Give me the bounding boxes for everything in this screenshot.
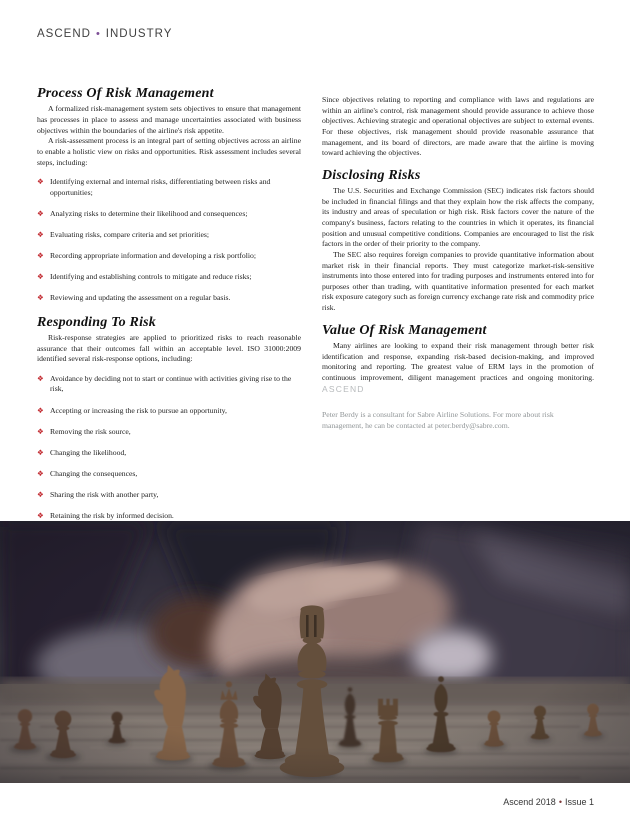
list-item — [37, 251, 301, 262]
list-item-text: Retaining the risk by informed decision. — [50, 511, 174, 521]
folio-dot-separator: • — [558, 797, 562, 807]
list-item-text: Identifying external and internal risks, differentiating between risks and opportunities; — [50, 177, 271, 197]
list-item-text: Changing the consequences, — [50, 468, 138, 478]
paragraph-text: Many airlines are looking to expand their risk management through better risk identification and response, expanding risk-based decision-making, and improved monitoring and reporting. The greatest value of ERM lays in the promotion of continuous improvement, diligent management practices and ongoing monitoring. — [322, 341, 594, 382]
diamond-bullet-icon: ❖ — [37, 293, 44, 303]
diamond-bullet-icon: ❖ — [37, 405, 44, 415]
diamond-bullet-icon: ❖ — [37, 177, 44, 187]
paragraph: A risk-assessment process is an integral part of setting objectives across an airline to enable a holistic view on risks and opportunities. Risk assessment includes several steps, including: — [37, 136, 301, 167]
diamond-bullet-icon: ❖ — [37, 373, 44, 383]
list-item — [37, 448, 301, 459]
paragraph: The U.S. Securities and Exchange Commission (SEC) indicates risk factors should be included in financial filings and that they explain how the risk affects the company, its industry and areas of speculation or high risk. Risk factors cover the nature of the company's business, factors relating to the countries in which it operates, its financial position and unusual competitive conditions. Companies are encouraged to list the risk factors in the order of their priority to the company. — [322, 186, 594, 249]
list-item-text: Analyzing risks to determine their likelihood and consequences; — [50, 208, 248, 218]
section-name: INDUSTRY — [105, 28, 173, 40]
heading-disclosing-risks: Disclosing Risks — [322, 167, 421, 183]
list-item-text: Recording appropriate information and developing a risk portfolio; — [50, 251, 257, 261]
heading-responding-to-risk: Responding To Risk — [37, 314, 157, 330]
left-column — [37, 86, 301, 532]
folio-issue-year: Ascend 2018 — [503, 797, 556, 807]
brand-name: ASCEND — [37, 28, 91, 40]
paragraph: A formalized risk-management system sets objectives to ensure that management has processes in place to assess and manage uncertainties associated with business objectives within the boundaries of the airline's risk appetite. — [37, 104, 301, 135]
chess-photo — [0, 521, 630, 783]
list-item — [37, 427, 301, 438]
author-byline: Peter Berdy is a consultant for Sabre Airline Solutions. For more about risk management, he can be contacted at peter.berdy@sabre.com. — [322, 410, 554, 430]
list-item — [37, 272, 301, 283]
diamond-bullet-icon: ❖ — [37, 490, 44, 500]
vignette-overlay — [0, 521, 630, 783]
list-item — [37, 230, 301, 241]
list-item-text: Avoidance by deciding not to start or continue with activities giving rise to the risk, — [50, 373, 292, 394]
page-folio — [503, 797, 594, 807]
diamond-bullet-icon: ❖ — [37, 251, 44, 261]
diamond-bullet-icon: ❖ — [37, 511, 44, 521]
masthead-dot-separator: • — [95, 28, 101, 40]
list-item-text: Identifying and establishing controls to mitigate and reduce risks; — [50, 272, 252, 282]
list-item — [37, 177, 301, 198]
folio-issue-number: Issue 1 — [564, 797, 594, 807]
list-item-text: Evaluating risks, compare criteria and set priorities; — [50, 230, 210, 240]
list-item — [37, 406, 301, 417]
list-item-text: Reviewing and updating the assessment on a regular basis. — [50, 293, 231, 303]
masthead — [37, 28, 172, 40]
diamond-bullet-icon: ❖ — [37, 447, 44, 457]
heading-process-of-risk-management: Process Of Risk Management — [37, 86, 214, 101]
list-item-text: Removing the risk source, — [50, 426, 131, 436]
diamond-bullet-icon: ❖ — [37, 272, 44, 282]
paragraph — [322, 341, 594, 395]
list-item-text: Changing the likelihood, — [50, 447, 127, 457]
list-item-text: Accepting or increasing the risk to pursue an opportunity, — [50, 405, 227, 415]
risk-response-options-list — [37, 374, 301, 522]
paragraph: The SEC also requires foreign companies to provide quantitative information about market risk in their financial reports. They must categorize market-risk-sensitive instruments into those entered into for trading purposes and instruments entered into for purposes other than trading, with quantitative information presented for each market risk exposure category such as foreign currency exchange rate risk and commodity price risk. — [322, 249, 594, 313]
chess-photo-illustration — [0, 521, 630, 783]
right-column — [322, 95, 594, 432]
risk-assessment-steps-list — [37, 177, 301, 304]
ascend-end-mark: ASCEND — [322, 383, 365, 394]
list-item — [37, 490, 301, 501]
diamond-bullet-icon: ❖ — [37, 426, 44, 436]
diamond-bullet-icon: ❖ — [37, 208, 44, 218]
paragraph: Since objectives relating to reporting and compliance with laws and regulations are within an airline's control, risk management should provide assurance to achieve those objectives. Achieving strategic and operational objectives are subject to external events. For these objectives, risk management should provide reasonable assurance that management, and its board of directors, are made aware that the airline is moving toward achieving the objectives. — [322, 95, 594, 158]
diamond-bullet-icon: ❖ — [37, 468, 44, 478]
list-item — [37, 374, 301, 395]
list-item — [37, 469, 301, 480]
heading-value-of-risk-management: Value Of Risk Management — [322, 322, 487, 338]
list-item — [37, 293, 301, 304]
list-item — [37, 209, 301, 220]
diamond-bullet-icon: ❖ — [37, 230, 44, 240]
paragraph: Risk-response strategies are applied to prioritized risks to reach reasonable assurance that their outcomes fall within an acceptable level. ISO 31000:2009 identified several risk-response options, including: — [37, 332, 301, 364]
list-item-text: Sharing the risk with another party, — [50, 490, 159, 500]
